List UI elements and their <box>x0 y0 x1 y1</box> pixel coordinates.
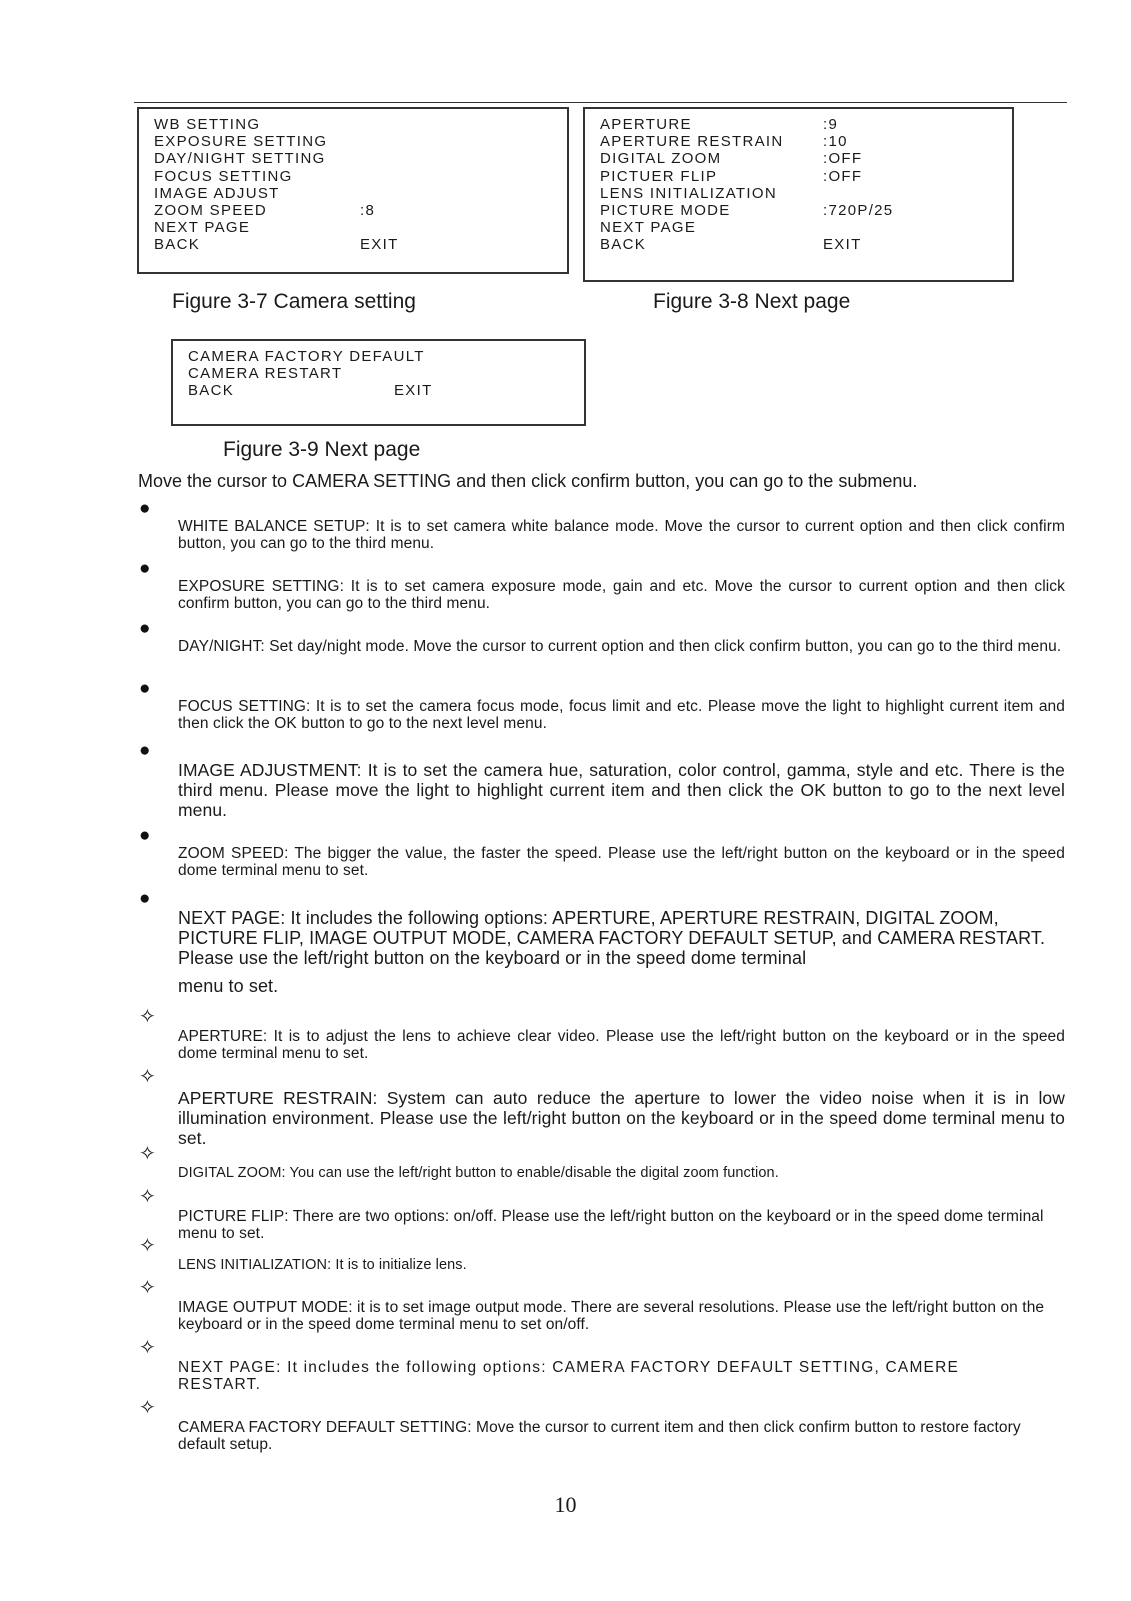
four-point-star-icon: ✧ <box>139 1186 156 1208</box>
four-point-star-icon: ✧ <box>139 1066 156 1088</box>
four-point-star-icon: ✧ <box>139 1006 156 1028</box>
menu-row-label: WB SETTING <box>154 116 261 133</box>
bullet-text: WHITE BALANCE SETUP: It is to set camera white balance mode. Move the cursor to current option and then click confirm button, you can go to the third menu. <box>178 518 1065 552</box>
menu-row-focus-setting <box>154 168 567 185</box>
menu-row-back <box>154 236 567 253</box>
next-page-2-menu <box>171 339 586 426</box>
menu-row-label: BACK <box>600 236 647 254</box>
menu-row-value: :OFF <box>823 167 863 185</box>
subitem <box>139 1337 1065 1393</box>
menu-row-label: PICTURE MODE <box>600 201 731 219</box>
subitem <box>139 1143 1065 1182</box>
menu-row-label: NEXT PAGE <box>154 219 251 237</box>
bullet-dot-icon: ● <box>139 498 151 519</box>
bullet-item <box>139 678 1065 732</box>
bullet-text: NEXT PAGE: It includes the following options: APERTURE, APERTURE RESTRAIN, DIGITAL ZOOM, PICTURE FLIP, IMAGE OUTPUT MODE, CAMERA FACTORY DEFAULT SETUP, and CAMERA RESTART. Please use the left/right button on the keyboard or in the speed dome terminal <box>178 908 1046 968</box>
menu-row-aperture <box>600 116 1012 133</box>
bullet-item <box>139 558 1065 612</box>
bullet-dot-icon: ● <box>139 558 151 579</box>
bullet-item <box>139 825 1065 879</box>
subitem-text: DIGITAL ZOOM: You can use the left/right button to enable/disable the digital zoom function. <box>178 1165 779 1181</box>
bullet-dot-icon: ● <box>139 618 151 639</box>
bullet-dot-icon: ● <box>139 678 151 699</box>
header-rule <box>134 102 1067 103</box>
menu-row-camera-restart <box>188 365 584 382</box>
menu-row-next-page <box>600 219 1012 236</box>
subitem <box>139 1277 1065 1333</box>
menu-row-camera-factory-default <box>188 348 584 365</box>
menu-row-label: FOCUS SETTING <box>154 167 293 185</box>
menu-row-back <box>600 236 1012 253</box>
menu-row-label: APERTURE <box>600 116 692 133</box>
subitem <box>139 1066 1065 1148</box>
menu-row-label: BACK <box>188 382 235 400</box>
menu-row-back <box>188 382 584 399</box>
subitem-text: LENS INITIALIZATION: It is to initialize lens. <box>178 1257 467 1273</box>
menu-row-label: CAMERA RESTART <box>188 365 343 383</box>
bullet-dot-icon: ● <box>139 888 151 909</box>
camera-setting-menu <box>137 107 569 274</box>
figure-3-8-caption: Figure 3-8 Next page <box>653 290 851 313</box>
menu-row-picture-mode <box>600 202 1012 219</box>
subitem-text: CAMERA FACTORY DEFAULT SETTING: Move the cursor to current item and then click confirm button to restore factory default setup. <box>178 1419 1021 1453</box>
menu-row-value: :9 <box>823 116 839 133</box>
menu-row-label: DAY/NIGHT SETTING <box>154 150 326 168</box>
menu-row-wb-setting <box>154 116 567 133</box>
four-point-star-icon: ✧ <box>139 1277 156 1299</box>
menu-row-zoom-speed <box>154 202 567 219</box>
figure-3-7-caption: Figure 3-7 Camera setting <box>172 290 416 313</box>
bullet-text: ZOOM SPEED: The bigger the value, the faster the speed. Please use the left/right button on the keyboard or in the speed dome terminal menu to set. <box>178 845 1065 879</box>
four-point-star-icon: ✧ <box>139 1235 156 1257</box>
bullet-item <box>139 498 1065 552</box>
menu-row-next-page <box>154 219 567 236</box>
four-point-star-icon: ✧ <box>139 1143 156 1165</box>
menu-row-label: IMAGE ADJUST <box>154 184 280 202</box>
menu-row-value: EXIT <box>360 236 399 254</box>
menu-row-value: EXIT <box>394 382 433 400</box>
menu-row-value: :720P/25 <box>823 201 894 219</box>
subitem-text: IMAGE OUTPUT MODE: it is to set image output mode. There are several resolutions. Please use the left/right button on the keyboard or in the speed dome terminal menu to set on/off. <box>178 1299 1045 1333</box>
menu-row-label: PICTUER FLIP <box>600 167 718 185</box>
subitem-text: NEXT PAGE: It includes the following options: CAMERA FACTORY DEFAULT SETTING, CAMERE RESTART. <box>178 1359 960 1393</box>
menu-row-digital-zoom <box>600 150 1012 167</box>
bullet-text-continuation: menu to set. <box>178 976 279 996</box>
menu-row-picture-flip <box>600 168 1012 185</box>
bullet-text: EXPOSURE SETTING: It is to set camera exposure mode, gain and etc. Move the cursor to current option and then click confirm button, you can go to the third menu. <box>178 578 1065 612</box>
page-number: 10 <box>554 1492 577 1517</box>
subitem <box>139 1235 1065 1274</box>
next-page-menu <box>583 107 1014 282</box>
menu-row-lens-initialization <box>600 185 1012 202</box>
menu-row-label: LENS INITIALIZATION <box>600 184 777 202</box>
subitem <box>139 1397 1065 1453</box>
bullet-item <box>139 888 1065 996</box>
bullet-text: FOCUS SETTING: It is to set the camera focus mode, focus limit and etc. Please move the light to highlight current item and then click the OK button to go to the next level menu. <box>178 698 1065 732</box>
menu-row-exposure-setting <box>154 133 567 150</box>
menu-row-label: ZOOM SPEED <box>154 201 268 219</box>
subitem-text: PICTURE FLIP: There are two options: on/off. Please use the left/right button on the keyboard or in the speed dome terminal menu to set. <box>178 1208 1044 1242</box>
subitem <box>139 1186 1065 1242</box>
menu-row-label: NEXT PAGE <box>600 219 697 237</box>
menu-row-value: :10 <box>823 133 848 151</box>
bullet-item <box>139 740 1065 820</box>
subitem <box>139 1006 1065 1062</box>
bullet-dot-icon: ● <box>139 740 151 761</box>
menu-row-label: DIGITAL ZOOM <box>600 150 722 168</box>
menu-row-value: EXIT <box>823 236 862 254</box>
menu-row-label: CAMERA FACTORY DEFAULT <box>188 348 425 365</box>
bullet-dot-icon: ● <box>139 825 151 846</box>
four-point-star-icon: ✧ <box>139 1397 156 1419</box>
menu-row-value: :OFF <box>823 150 863 168</box>
subitem-text: APERTURE RESTRAIN: System can auto reduce the aperture to lower the video noise when it is in low illumination environment. Please use the left/right button on the keyboard or in the speed dome terminal menu to set. <box>178 1088 1065 1148</box>
menu-row-label: APERTURE RESTRAIN <box>600 133 784 151</box>
menu-row-value: :8 <box>360 201 376 219</box>
menu-row-aperture-restrain <box>600 133 1012 150</box>
menu-row-label: BACK <box>154 236 201 254</box>
four-point-star-icon: ✧ <box>139 1337 156 1359</box>
menu-row-day-night-setting <box>154 150 567 167</box>
bullet-text: IMAGE ADJUSTMENT: It is to set the camera hue, saturation, color control, gamma, style and etc. There is the third menu. Please move the light to highlight current item and then click the OK button to go to the next level menu. <box>178 760 1065 820</box>
bullet-item <box>139 618 1065 655</box>
subitem-text: APERTURE: It is to adjust the lens to achieve clear video. Please use the left/right button on the keyboard or in the speed dome terminal menu to set. <box>178 1028 1065 1062</box>
intro-paragraph: Move the cursor to CAMERA SETTING and then click confirm button, you can go to the submenu. <box>138 471 918 491</box>
figure-3-9-caption: Figure 3-9 Next page <box>223 438 421 461</box>
bullet-text: DAY/NIGHT: Set day/night mode. Move the cursor to current option and then click confirm button, you can go to the third menu. <box>178 638 1062 655</box>
menu-row-label: EXPOSURE SETTING <box>154 133 328 151</box>
menu-row-image-adjust <box>154 185 567 202</box>
